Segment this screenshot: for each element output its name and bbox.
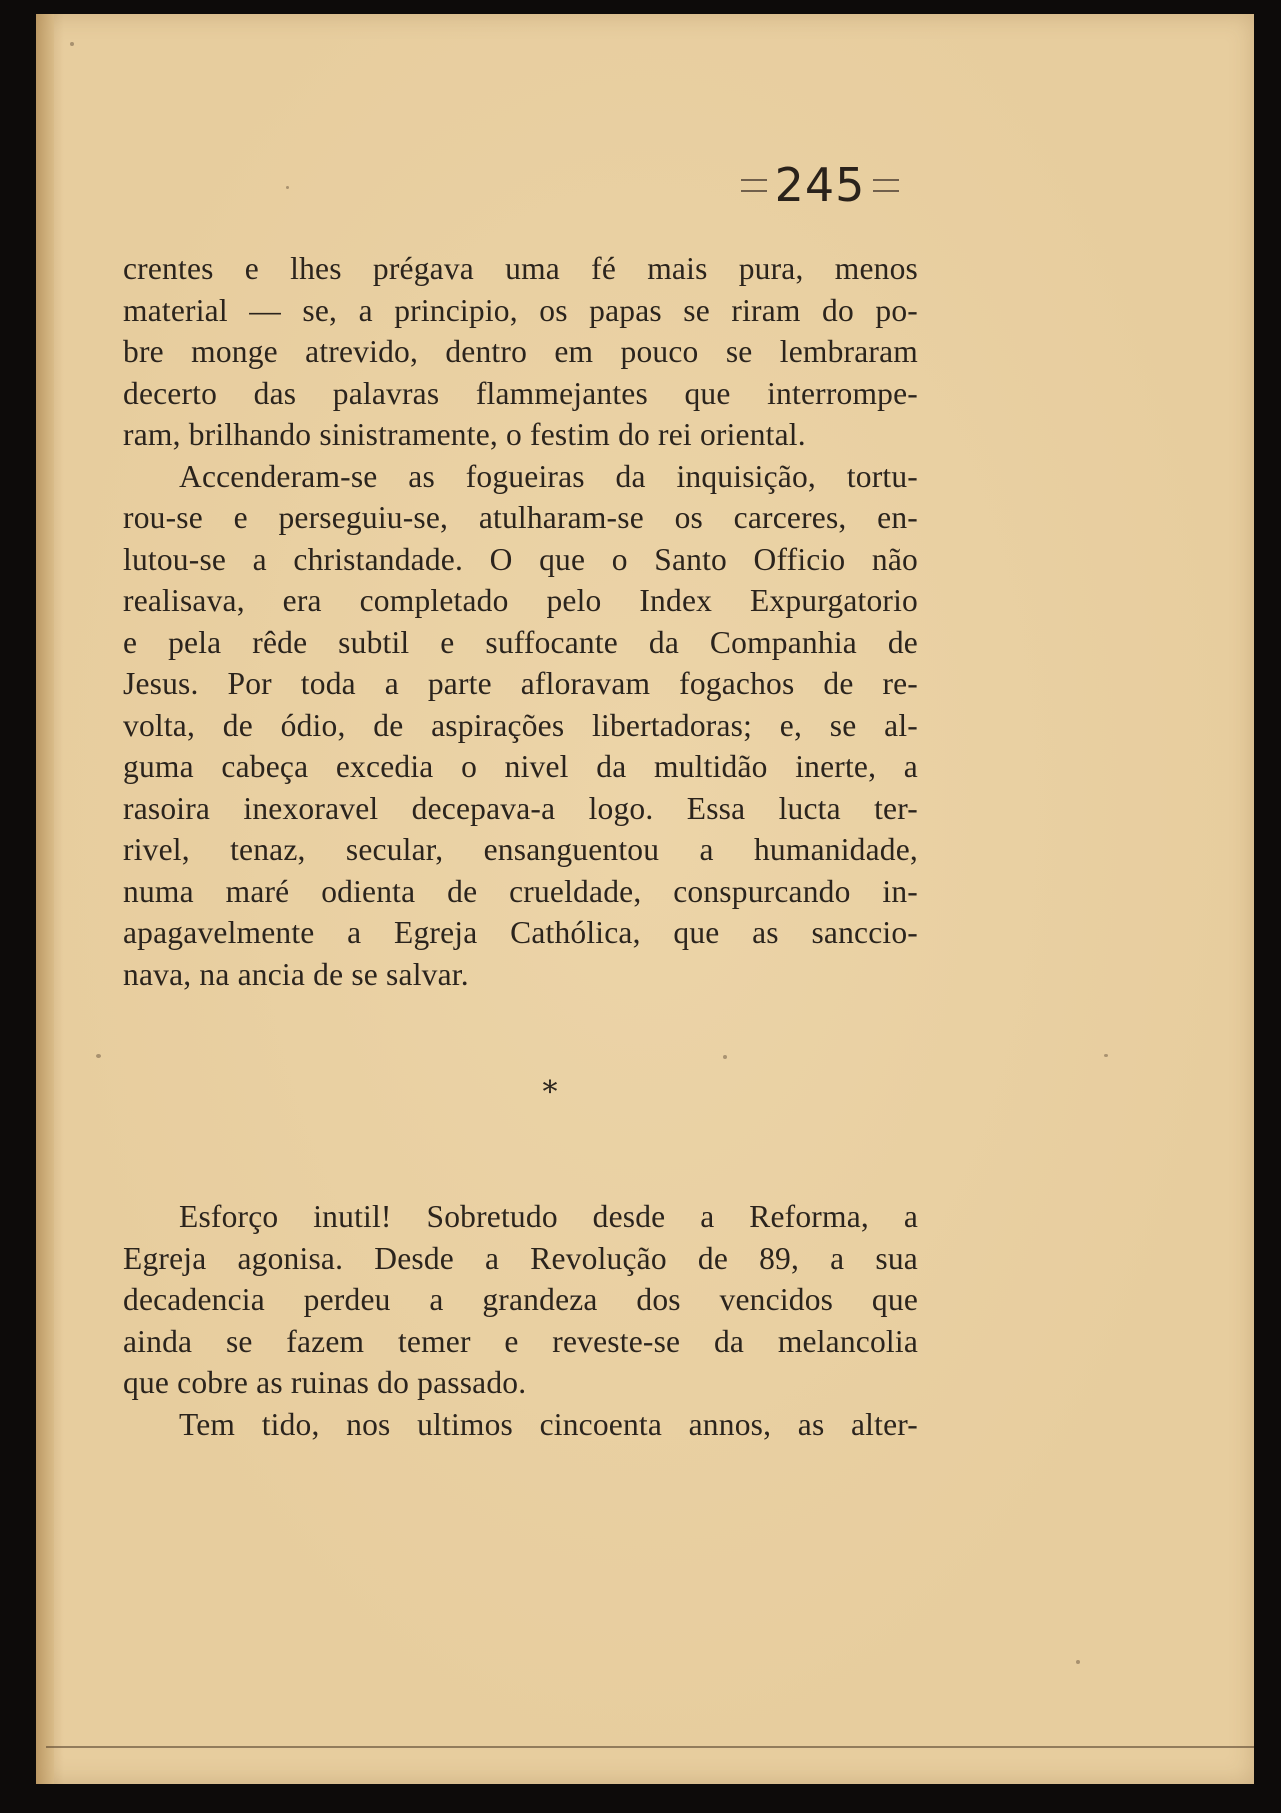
body-text-section-2	[123, 1196, 918, 1445]
text-line: decadencia perdeu a grandeza dos vencidos que	[123, 1282, 918, 1317]
text-line: rasoira inexoravel decepava-a logo. Essa lucta ter-	[123, 790, 918, 826]
paper-speck	[286, 186, 289, 189]
text-line: Jesus. Por toda a parte afloravam fogachos de re-	[123, 666, 918, 701]
section-separator: *	[542, 1075, 558, 1110]
paper-speck	[1104, 1054, 1108, 1057]
text-line: que cobre as ruinas do passado.	[123, 1365, 527, 1400]
paper-speck	[1076, 1660, 1080, 1664]
text-line: lutou-se a christandade. O que o Santo Officio não	[123, 541, 918, 577]
text-line: Egreja agonisa. Desde a Revolução de 89, a sua	[123, 1240, 918, 1276]
text-line: rivel, tenaz, secular, ensanguentou a humanidade,	[123, 832, 918, 867]
text-line: ainda se fazem temer e reveste-se da melancolia	[123, 1323, 918, 1359]
text-line: bre monge atrevido, dentro em pouco se lembraram	[123, 334, 918, 369]
text-line: ram, brilhando sinistramente, o festim do rei oriental.	[123, 417, 806, 452]
paper-speck	[723, 1055, 727, 1059]
body-text-section-1	[123, 248, 918, 995]
text-line: Accenderam-se as fogueiras da inquisição, tortu-	[179, 458, 918, 494]
page-spine-edge	[36, 14, 54, 1784]
text-line: Tem tido, nos ultimos cincoenta annos, as alter-	[179, 1406, 918, 1442]
page-bottom-edge	[46, 1746, 1254, 1748]
text-line: numa maré odienta de crueldade, conspurcando in-	[123, 873, 918, 909]
text-line: nava, na ancia de se salvar.	[123, 956, 469, 992]
text-line: apagavelmente a Egreja Cathólica, que as sanccio-	[123, 915, 918, 950]
text-line: guma cabeça excedia o nivel da multidão inerte, a	[123, 749, 918, 784]
text-line: Esforço inutil! Sobretudo desde a Reforma, a	[179, 1199, 918, 1234]
paper-speck	[70, 42, 74, 46]
page-number	[720, 158, 920, 212]
text-line: e pela rêde subtil e suffocante da Companhia de	[123, 624, 918, 660]
text-line: decerto das palavras flammejantes que interrompe-	[123, 375, 918, 411]
page-number-left-ornament	[741, 179, 767, 192]
text-line: volta, de ódio, de aspirações libertadoras; e, se al-	[123, 707, 918, 743]
text-line: crentes e lhes prégava uma fé mais pura, menos	[123, 251, 918, 286]
text-line: rou-se e perseguiu-se, atulharam-se os carceres, en-	[123, 500, 918, 535]
page-number-value: 245	[774, 158, 866, 212]
text-line: realisava, era completado pelo Index Expurgatorio	[123, 583, 918, 618]
text-line: material — se, a principio, os papas se riram do po-	[123, 292, 918, 328]
paper-speck	[96, 1054, 101, 1058]
page-number-right-ornament	[873, 179, 899, 192]
